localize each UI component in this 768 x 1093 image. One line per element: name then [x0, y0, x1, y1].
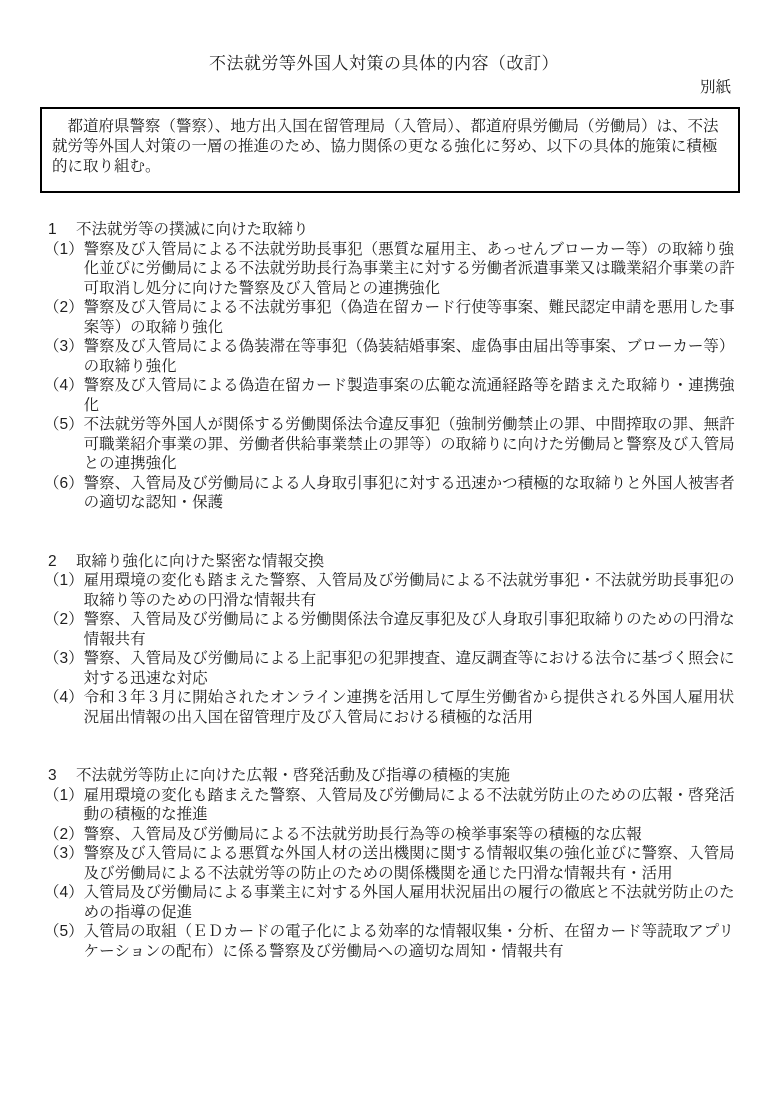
section-number: 1 [48, 221, 57, 238]
item-marker: （5） [44, 923, 84, 940]
intro-box [40, 107, 740, 193]
list-item [44, 844, 738, 883]
section-3 [44, 766, 738, 961]
item-marker: （4） [44, 689, 84, 706]
item-marker: （4） [44, 377, 84, 394]
list-item [44, 688, 738, 727]
item-marker: （1） [44, 240, 84, 258]
list-item [44, 922, 738, 961]
item-marker: （3） [44, 845, 84, 862]
section-title: 取締り強化に向けた緊密な情報交換 [76, 552, 325, 570]
list-item [44, 883, 738, 922]
section-number: 3 [48, 767, 57, 784]
item-text: 警察及び入管局による偽装滞在等事犯（偽装結婚事案、虚偽事由届出等事案、ブローカー等）の取締り強化 [83, 338, 735, 375]
list-item [44, 610, 738, 649]
section-2 [44, 552, 738, 728]
item-marker: （2） [44, 299, 84, 316]
item-text: 警察、入管局及び労働局による労働関係法令違反事犯及び人身取引事犯取締りのための円滑な情報共有 [83, 611, 735, 648]
item-text: 入管局の取組（ＥＤカードの電子化による効率的な情報収集・分析、在留カード等読取アプリケーションの配布）に係る警察及び労働局への適切な周知・情報共有 [83, 923, 735, 960]
attachment-label: 別紙 [699, 79, 731, 96]
page-title: 不法就労等外国人対策の具体的内容（改訂） [209, 54, 559, 73]
item-text: 警察、入管局及び労働局による上記事犯の犯罪捜査、違反調査等における法令に基づく照会に対する迅速な対応 [83, 650, 735, 687]
list-item [44, 649, 738, 688]
sections-container [44, 220, 738, 961]
item-marker: （1） [44, 572, 84, 589]
list-item [44, 571, 738, 610]
list-item [44, 240, 738, 299]
item-marker: （6） [44, 474, 84, 492]
section-heading [44, 552, 738, 572]
list-item [44, 825, 738, 845]
intro-paragraph: 都道府県警察（警察）、地方出入国在留管理局（入管局）、都道府県労働局（労働局）は、不法就労等外国人対策の一層の推進のため、協力関係の更なる強化に努め、以下の具体的施策に積極的に取り組む。 [52, 118, 719, 175]
list-item [44, 474, 738, 513]
item-text: 不法就労等外国人が関係する労働関係法令違反事犯（強制労働禁止の罪、中間搾取の罪、無許可職業紹介事業の罪、労働者供給事業禁止の罪等）の取締りに向けた労働局と警察及び入管局との連携強化 [83, 416, 735, 472]
section-title: 不法就労等防止に向けた広報・啓発活動及び指導の積極的実施 [76, 767, 511, 784]
list-item [44, 415, 738, 474]
section-title: 不法就労等の撲滅に向けた取締り [76, 221, 309, 238]
item-text: 警察、入管局及び労働局による不法就労助長行為等の検挙事案等の積極的な広報 [83, 825, 642, 843]
item-text: 警察及び入管局による不法就労事犯（偽造在留カード行使等事案、難民認定申請を悪用した事案等）の取締り強化 [83, 299, 735, 336]
section-heading [44, 220, 738, 240]
section-number: 2 [48, 552, 57, 570]
item-text: 警察、入管局及び労働局による人身取引事犯に対する迅速かつ積極的な取締りと外国人被害者の適切な認知・保護 [83, 474, 735, 511]
list-item [44, 786, 738, 825]
item-text: 警察及び入管局による不法就労助長事犯（悪質な雇用主、あっせんブローカー等）の取締り強化並びに労働局による不法就労助長行為事業主に対する労働者派遣事業又は職業紹介事業の許可取消し処分に向けた警察及び入管局との連携強化 [83, 240, 735, 297]
item-marker: （5） [44, 416, 84, 433]
item-marker: （2） [44, 611, 84, 628]
list-item [44, 376, 738, 415]
item-marker: （2） [44, 825, 84, 843]
list-item [44, 337, 738, 376]
item-text: 令和３年３月に開始されたオンライン連携を活用して厚生労働省から提供される外国人雇用状況届出情報の出入国在留管理庁及び入管局における積極的な活用 [83, 689, 735, 726]
item-text: 警察及び入管局による悪質な外国人材の送出機関に関する情報収集の強化並びに警察、入管局及び労働局による不法就労等の防止のための関係機関を通じた円滑な情報共有・活用 [83, 845, 735, 882]
item-marker: （4） [44, 884, 84, 901]
item-marker: （3） [44, 338, 84, 355]
list-item [44, 298, 738, 337]
item-text: 警察及び入管局による偽造在留カード製造事案の広範な流通経路等を踏まえた取締り・連携強化 [83, 377, 735, 414]
item-marker: （1） [44, 786, 84, 804]
item-marker: （3） [44, 650, 84, 667]
section-heading [44, 766, 738, 786]
item-text: 入管局及び労働局による事業主に対する外国人雇用状況届出の履行の徹底と不法就労防止のための指導の促進 [83, 884, 735, 921]
item-text: 雇用環境の変化も踏まえた警察、入管局及び労働局による不法就労防止のための広報・啓発活動の積極的な推進 [83, 786, 735, 823]
section-1 [44, 220, 738, 513]
item-text: 雇用環境の変化も踏まえた警察、入管局及び労働局による不法就労事犯・不法就労助長事犯の取締り等のための円滑な情報共有 [83, 572, 735, 609]
